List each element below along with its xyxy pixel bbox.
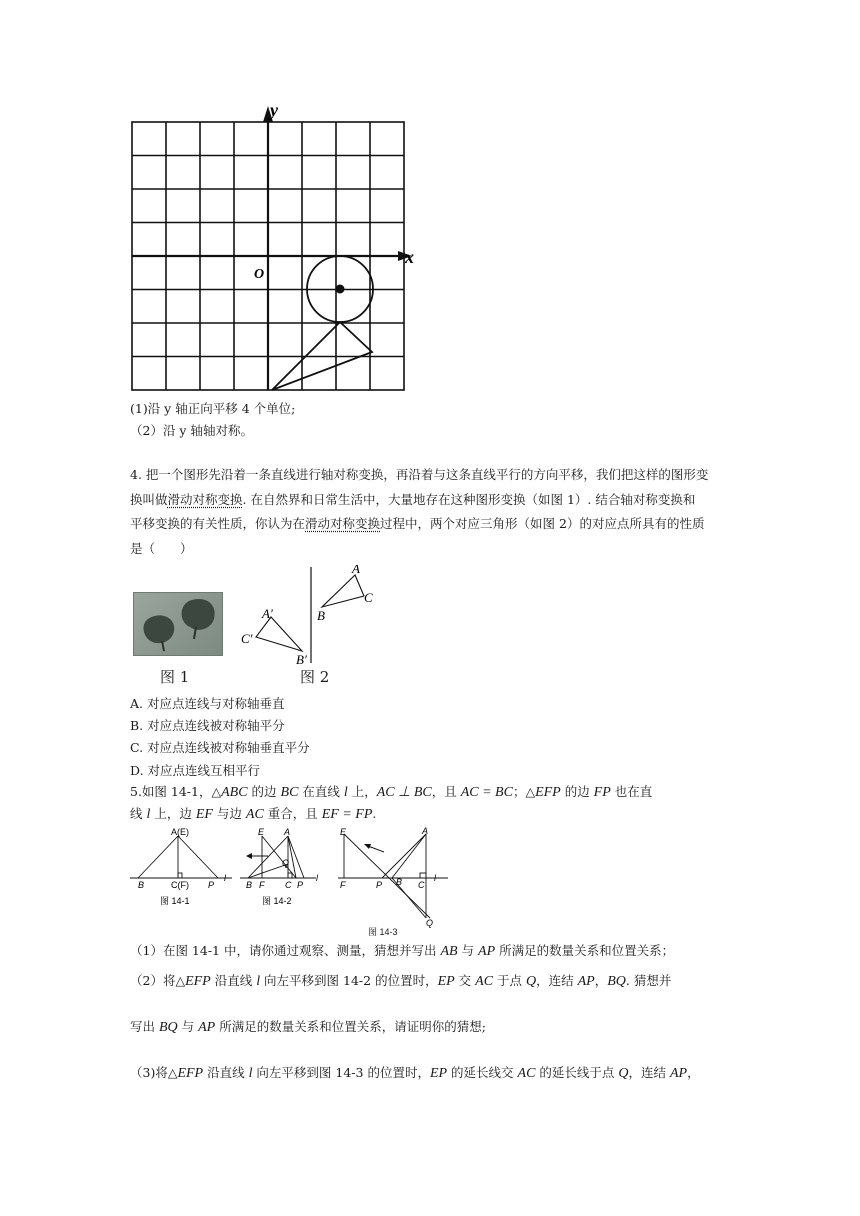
q4-line-2: 换叫做滑动对称变换. 在自然界和日常生活中，大量地存在这种图形变换（如图 1）. 结合轴对称变换和 [130, 492, 696, 507]
q4-term-2: 滑动对称变换 [305, 516, 381, 531]
fig3-label-p: P [376, 880, 383, 890]
q4-option-d: D. 对应点连线互相平行 [130, 763, 261, 778]
label-a: A [352, 565, 360, 576]
fig1-label-c: C(F) [171, 880, 189, 890]
label-a-prime: A′ [262, 606, 273, 621]
q4-term: 滑动对称变换 [167, 492, 243, 507]
fig2-label-f: F [259, 880, 265, 890]
label-c: C [364, 590, 373, 605]
fig-14-2 [238, 826, 328, 908]
label-c-prime: C′ [241, 631, 253, 646]
label-b: B [317, 608, 325, 623]
fig2-caption: 图 14-2 [262, 896, 292, 906]
q4-line-1: 4. 把一个图形先沿着一条直线进行轴对称变换，再沿着与这条直线平行的方向平移，我们把这样的图形变 [130, 467, 709, 482]
q5-line-2: 线 l 上，边 EF 与边 AC 重合，且 EF = FP. [130, 806, 377, 822]
q3-item-1: (1)沿 y 轴正向平移 4 个单位; [130, 401, 296, 416]
fig2-label-b: B [246, 880, 253, 890]
fig2-label-c: C [285, 880, 292, 890]
triangle-abc-prime [256, 617, 302, 651]
fig3-caption: 图 14-3 [368, 927, 398, 937]
fig1-label-b: B [138, 880, 145, 890]
coordinate-grid-figure [128, 100, 418, 395]
fig-14-3 [336, 826, 456, 936]
fig1-label-a: A(E) [171, 827, 189, 837]
fig2-label-p: P [297, 880, 304, 890]
fig2-label-e: E [258, 827, 265, 837]
q4-option-a: A. 对应点连线与对称轴垂直 [130, 696, 285, 711]
q5-line-1: 5.如图 14-1，△ABC 的边 BC 在直线 l 上，AC ⊥ BC，且 AC = BC；△EFP 的边 FP 也在直 [130, 784, 653, 800]
fig3-label-e: E [340, 827, 347, 837]
fig3-label-l: l [434, 873, 436, 883]
fig2-diagram [238, 565, 388, 665]
q4-option-b: B. 对应点连线被对称轴平分 [130, 718, 285, 733]
x-axis-label: x [405, 247, 414, 267]
fig2-label: 图 2 [300, 668, 330, 686]
fig2-label-q: Q [282, 858, 290, 868]
fig2-label-a: A [284, 827, 291, 837]
leaf-photo [133, 592, 223, 656]
fig1-label-p: P [208, 880, 215, 890]
fig3-label-a: A [422, 826, 429, 836]
q4-option-c: C. 对应点连线被对称轴垂直平分 [130, 740, 310, 755]
q5-sub-3: （3)将△EFP 沿直线 l 向左平移到图 14-3 的位置时，EP 的延长线交 AC 的延长线于点 Q，连结 AP， [130, 1065, 700, 1081]
y-axis-label: y [270, 100, 278, 120]
fig1-caption: 图 14-1 [160, 896, 190, 906]
circle-center [336, 285, 345, 294]
q4-line-3: 平移变换的有关性质，你认为在滑动对称变换过程中，两个对应三角形（如图 2）的对应点所具有的性质 [130, 516, 705, 531]
fig3-label-b: B [396, 877, 403, 887]
q4-line-4: 是（ ） [130, 541, 193, 556]
fig3-label-q: Q [426, 918, 434, 928]
label-b-prime: B′ [296, 652, 307, 665]
fig-14-1 [128, 826, 238, 908]
q5-sub-1: （1）在图 14-1 中，请你通过观察、测量，猜想并写出 AB 与 AP 所满足的数量关系和位置关系； [130, 943, 675, 959]
triangle-abc [322, 575, 364, 607]
fig2-label-l: l [316, 873, 318, 883]
q3-item-2: （2）沿 y 轴轴对称。 [130, 423, 253, 438]
fig3-label-c: C [418, 880, 425, 890]
origin-label: O [254, 267, 265, 282]
q5-sub-2-cont: 写出 BQ 与 AP 所满足的数量关系和位置关系，请证明你的猜想; [130, 1019, 486, 1035]
fig1-label-l: l [224, 873, 226, 883]
fig3-label-f: F [340, 880, 346, 890]
fig1-label: 图 1 [160, 668, 190, 686]
q5-sub-2: （2）将△EFP 沿直线 l 向左平移到图 14-2 的位置时，EP 交 AC 于点 Q，连结 AP，BQ. 猜想并 [130, 973, 672, 989]
